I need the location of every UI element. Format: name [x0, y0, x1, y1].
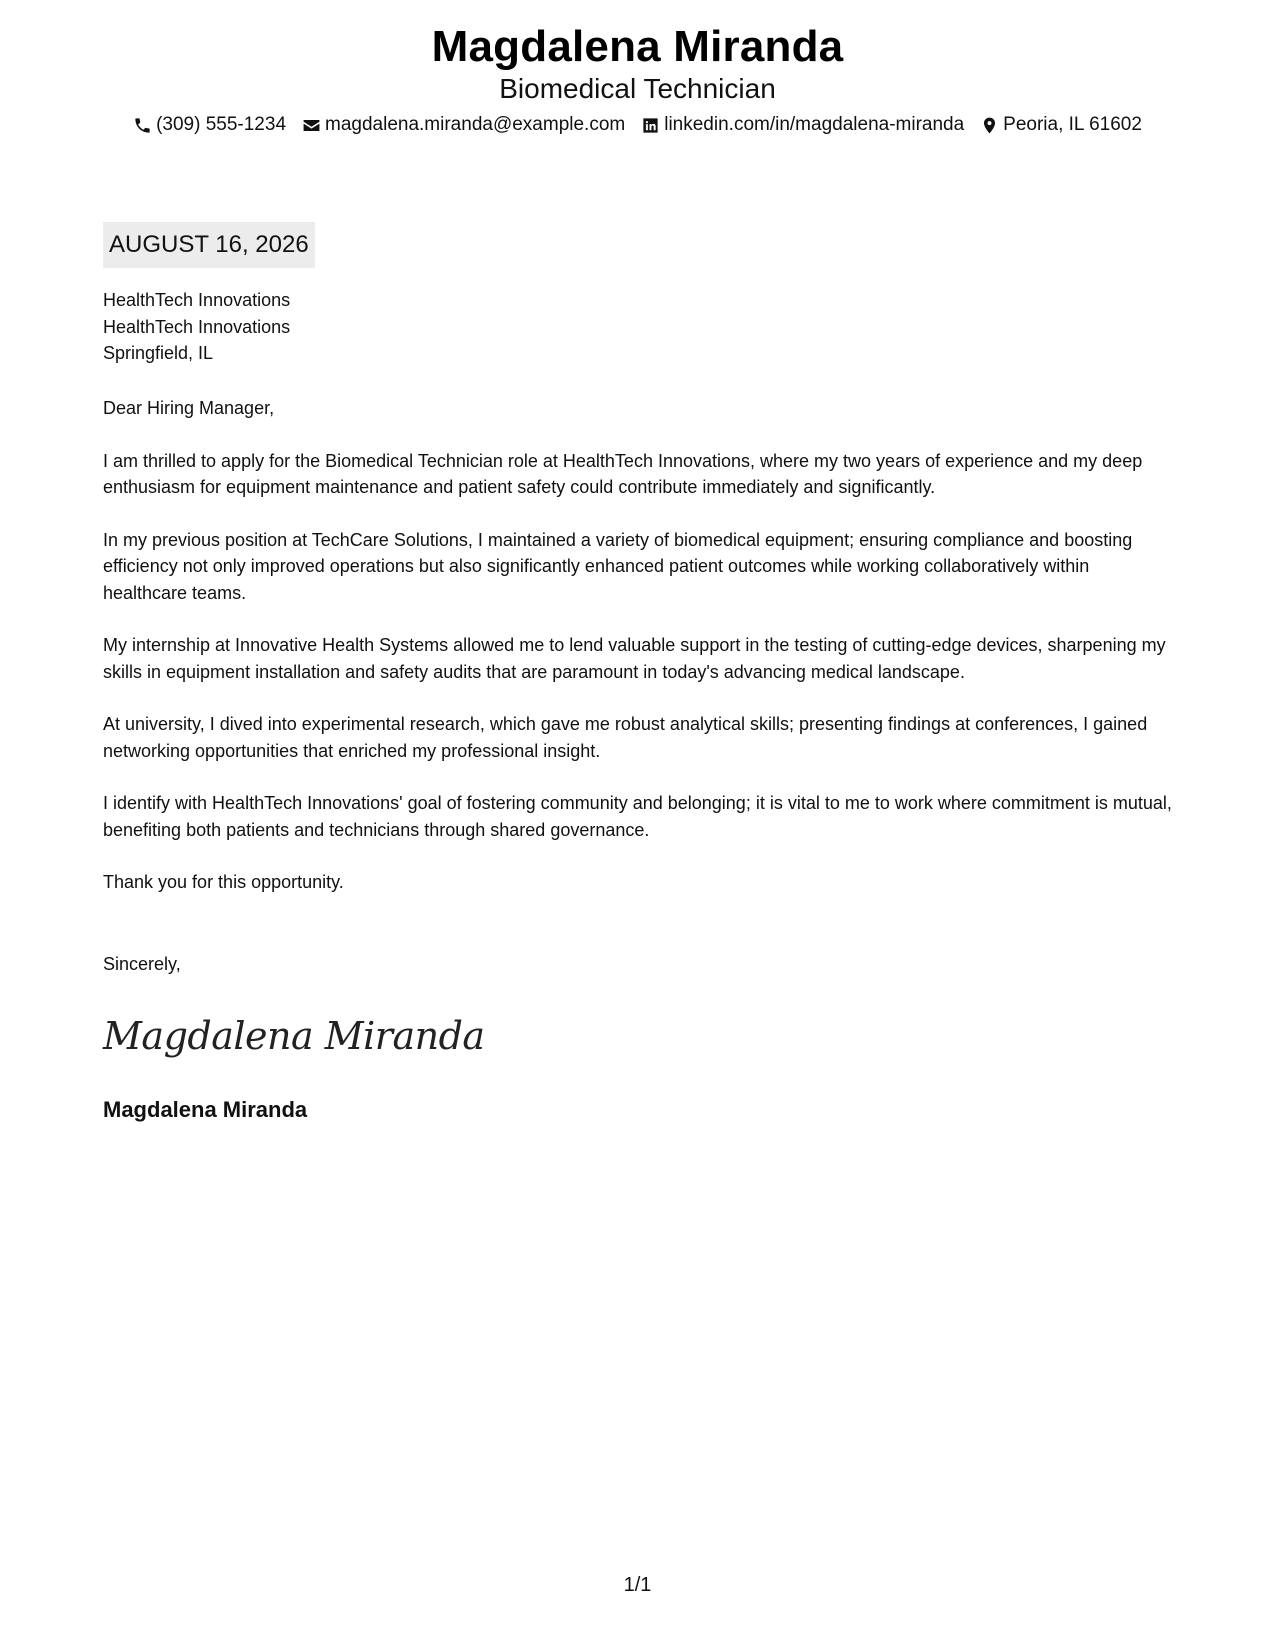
- body-paragraph: I identify with HealthTech Innovations' goal of fostering community and belonging; it is vital to me to work where commitment is mutual, benefiting both patients and technicians through shared governance.: [103, 793, 1172, 840]
- recipient-line: HealthTech Innovations: [103, 290, 291, 310]
- contact-linkedin[interactable]: [641, 112, 964, 138]
- closing: Sincerely,: [103, 954, 181, 974]
- body-paragraph: In my previous position at TechCare Solutions, I maintained a variety of biomedical equipment; ensuring compliance and boosting efficiency not only improved operations but also significantly enhanced patient outcomes while working collaboratively within healthcare teams.: [103, 529, 1133, 603]
- linkedin-icon: [641, 116, 660, 135]
- contact-phone: [133, 112, 286, 138]
- job-title: Biomedical Technician: [499, 73, 776, 104]
- recipient-block: [103, 287, 290, 367]
- recipient-line: HealthTech Innovations: [103, 316, 291, 337]
- phone-number: (309) 555-1234: [156, 114, 287, 135]
- signed-name: Magdalena Miranda: [103, 1097, 308, 1122]
- linkedin-url[interactable]: linkedin.com/in/magdalena-miranda: [664, 114, 965, 135]
- handwritten-signature: Magdalena Miranda: [103, 1014, 485, 1058]
- contact-bar: [0, 112, 1275, 138]
- map-pin-icon: [980, 116, 999, 135]
- salutation: Dear Hiring Manager,: [103, 398, 275, 418]
- location-text: Peoria, IL 61602: [1003, 114, 1142, 135]
- letter-body: [103, 395, 1178, 922]
- body-paragraph: I am thrilled to apply for the Biomedical Technician role at HealthTech Innovations, where my two years of experience and my deep enthusiasm for equipment maintenance and patient safety could contribute immediately and significantly.: [103, 450, 1143, 497]
- envelope-icon: [302, 116, 321, 135]
- body-paragraph: My internship at Innovative Health Systems allowed me to lend valuable support in the testing of cutting-edge devices, sharpening my skills in equipment installation and safety audits that are paramount in today's advancing medical landscape.: [103, 635, 1166, 682]
- letter-date: AUGUST 16, 2026: [103, 222, 315, 268]
- contact-email[interactable]: [302, 112, 625, 138]
- applicant-name: Magdalena Miranda: [431, 22, 844, 71]
- recipient-line: Springfield, IL: [103, 343, 214, 363]
- body-paragraph: At university, I dived into experimental research, which gave me robust analytical skills; presenting findings at conferences, I gained networking opportunities that enriched my professional insight.: [103, 714, 1148, 761]
- email-address[interactable]: magdalena.miranda@example.com: [325, 114, 626, 135]
- thank-you-line: Thank you for this opportunity.: [103, 872, 344, 892]
- phone-icon: [133, 116, 152, 135]
- page-number: 1/1: [623, 1574, 652, 1596]
- contact-location: [980, 112, 1142, 138]
